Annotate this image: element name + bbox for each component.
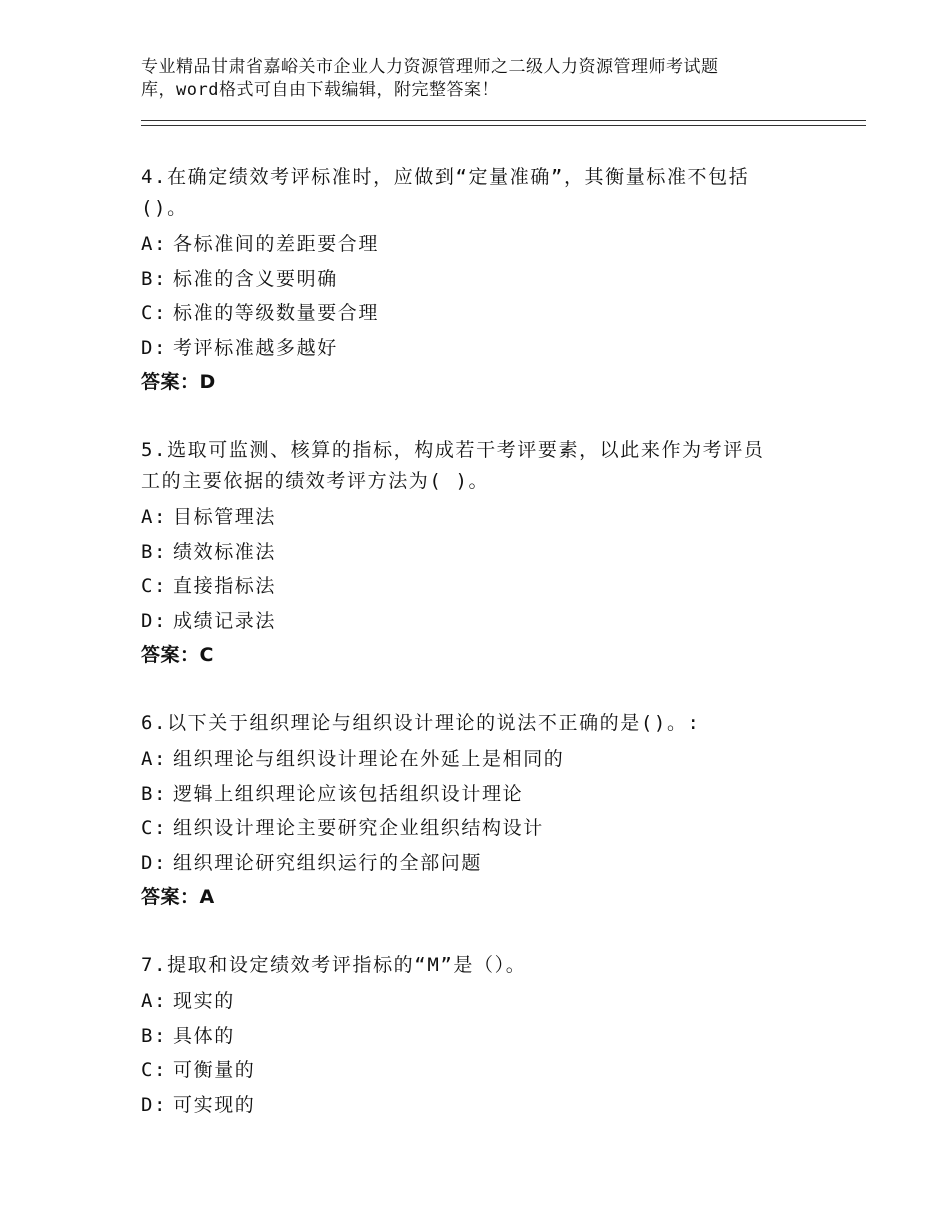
option-text: 直接指标法 (173, 575, 277, 597)
option-key: A: (141, 233, 168, 255)
answer-label: 答案：C (141, 644, 214, 666)
question-stem-line: 4.在确定绩效考评标准时，应做到“定量准确”，其衡量标准不包括 (141, 166, 750, 188)
option-key: C: (141, 1059, 168, 1081)
question-stem-line: 7.提取和设定绩效考评指标的“M”是（）。 (141, 954, 527, 976)
option-b (141, 1019, 821, 1054)
question-stem-line: 工的主要依据的绩效考评方法为( )。 (141, 470, 490, 492)
option-key: C: (141, 302, 168, 324)
option-key: D: (141, 1093, 168, 1116)
question-stem-line: ()。 (141, 197, 188, 219)
option-text: 具体的 (173, 1024, 235, 1047)
option-key: C: (141, 575, 168, 597)
option-text: 可实现的 (173, 1093, 256, 1116)
option-text: 成绩记录法 (173, 609, 277, 632)
option-c (141, 296, 821, 331)
option-d (141, 331, 821, 366)
option-c (141, 1053, 821, 1088)
question-6 (141, 708, 821, 914)
option-c (141, 569, 821, 604)
answer-label: 答案：D (141, 371, 216, 393)
option-text: 逻辑上组织理论应该包括组织设计理论 (173, 782, 524, 805)
option-d (141, 604, 821, 639)
question-7 (141, 950, 821, 1122)
option-key: D: (141, 851, 168, 874)
option-text: 标准的含义要明确 (173, 267, 338, 290)
document-header (141, 56, 831, 102)
question-stem-line: 6.以下关于组织理论与组织设计理论的说法不正确的是()。: (141, 712, 701, 734)
header-line-2: 库，word格式可自由下载编辑，附完整答案！ (141, 80, 499, 100)
option-key: B: (141, 1024, 168, 1047)
option-key: B: (141, 267, 168, 290)
question-5 (141, 435, 821, 672)
option-text: 组织理论研究组织运行的全部问题 (173, 851, 483, 874)
option-key: C: (141, 817, 168, 839)
option-text: 标准的等级数量要合理 (173, 302, 380, 324)
question-4 (141, 162, 821, 399)
option-key: A: (141, 748, 168, 770)
option-key: A: (141, 506, 168, 528)
option-text: 组织设计理论主要研究企业组织结构设计 (173, 817, 544, 839)
option-c (141, 811, 821, 846)
option-key: A: (141, 990, 168, 1012)
answer-label: 答案：A (141, 886, 215, 908)
header-divider (141, 120, 866, 126)
option-a (141, 742, 821, 777)
option-a (141, 227, 821, 262)
option-text: 目标管理法 (173, 506, 277, 528)
option-d (141, 1088, 821, 1123)
option-b (141, 262, 821, 297)
question-stem (141, 162, 821, 224)
header-line-1: 专业精品甘肃省嘉峪关市企业人力资源管理师之二级人力资源管理师考试题 (141, 57, 719, 77)
question-stem-line: 5.选取可监测、核算的指标，构成若干考评要素，以此来作为考评员 (141, 439, 765, 461)
option-a (141, 500, 821, 535)
option-text: 现实的 (173, 990, 235, 1012)
option-a (141, 984, 821, 1019)
option-b (141, 777, 821, 812)
option-d (141, 846, 821, 881)
option-key: D: (141, 336, 168, 359)
option-key: B: (141, 540, 168, 563)
option-text: 各标准间的差距要合理 (173, 233, 380, 255)
question-stem (141, 435, 821, 497)
option-key: D: (141, 609, 168, 632)
option-text: 组织理论与组织设计理论在外延上是相同的 (173, 748, 565, 770)
option-key: B: (141, 782, 168, 805)
question-stem (141, 950, 821, 981)
question-list (141, 162, 821, 1158)
question-stem (141, 708, 821, 739)
option-text: 绩效标准法 (173, 540, 277, 563)
option-text: 考评标准越多越好 (173, 336, 338, 359)
option-b (141, 535, 821, 570)
option-text: 可衡量的 (173, 1059, 256, 1081)
